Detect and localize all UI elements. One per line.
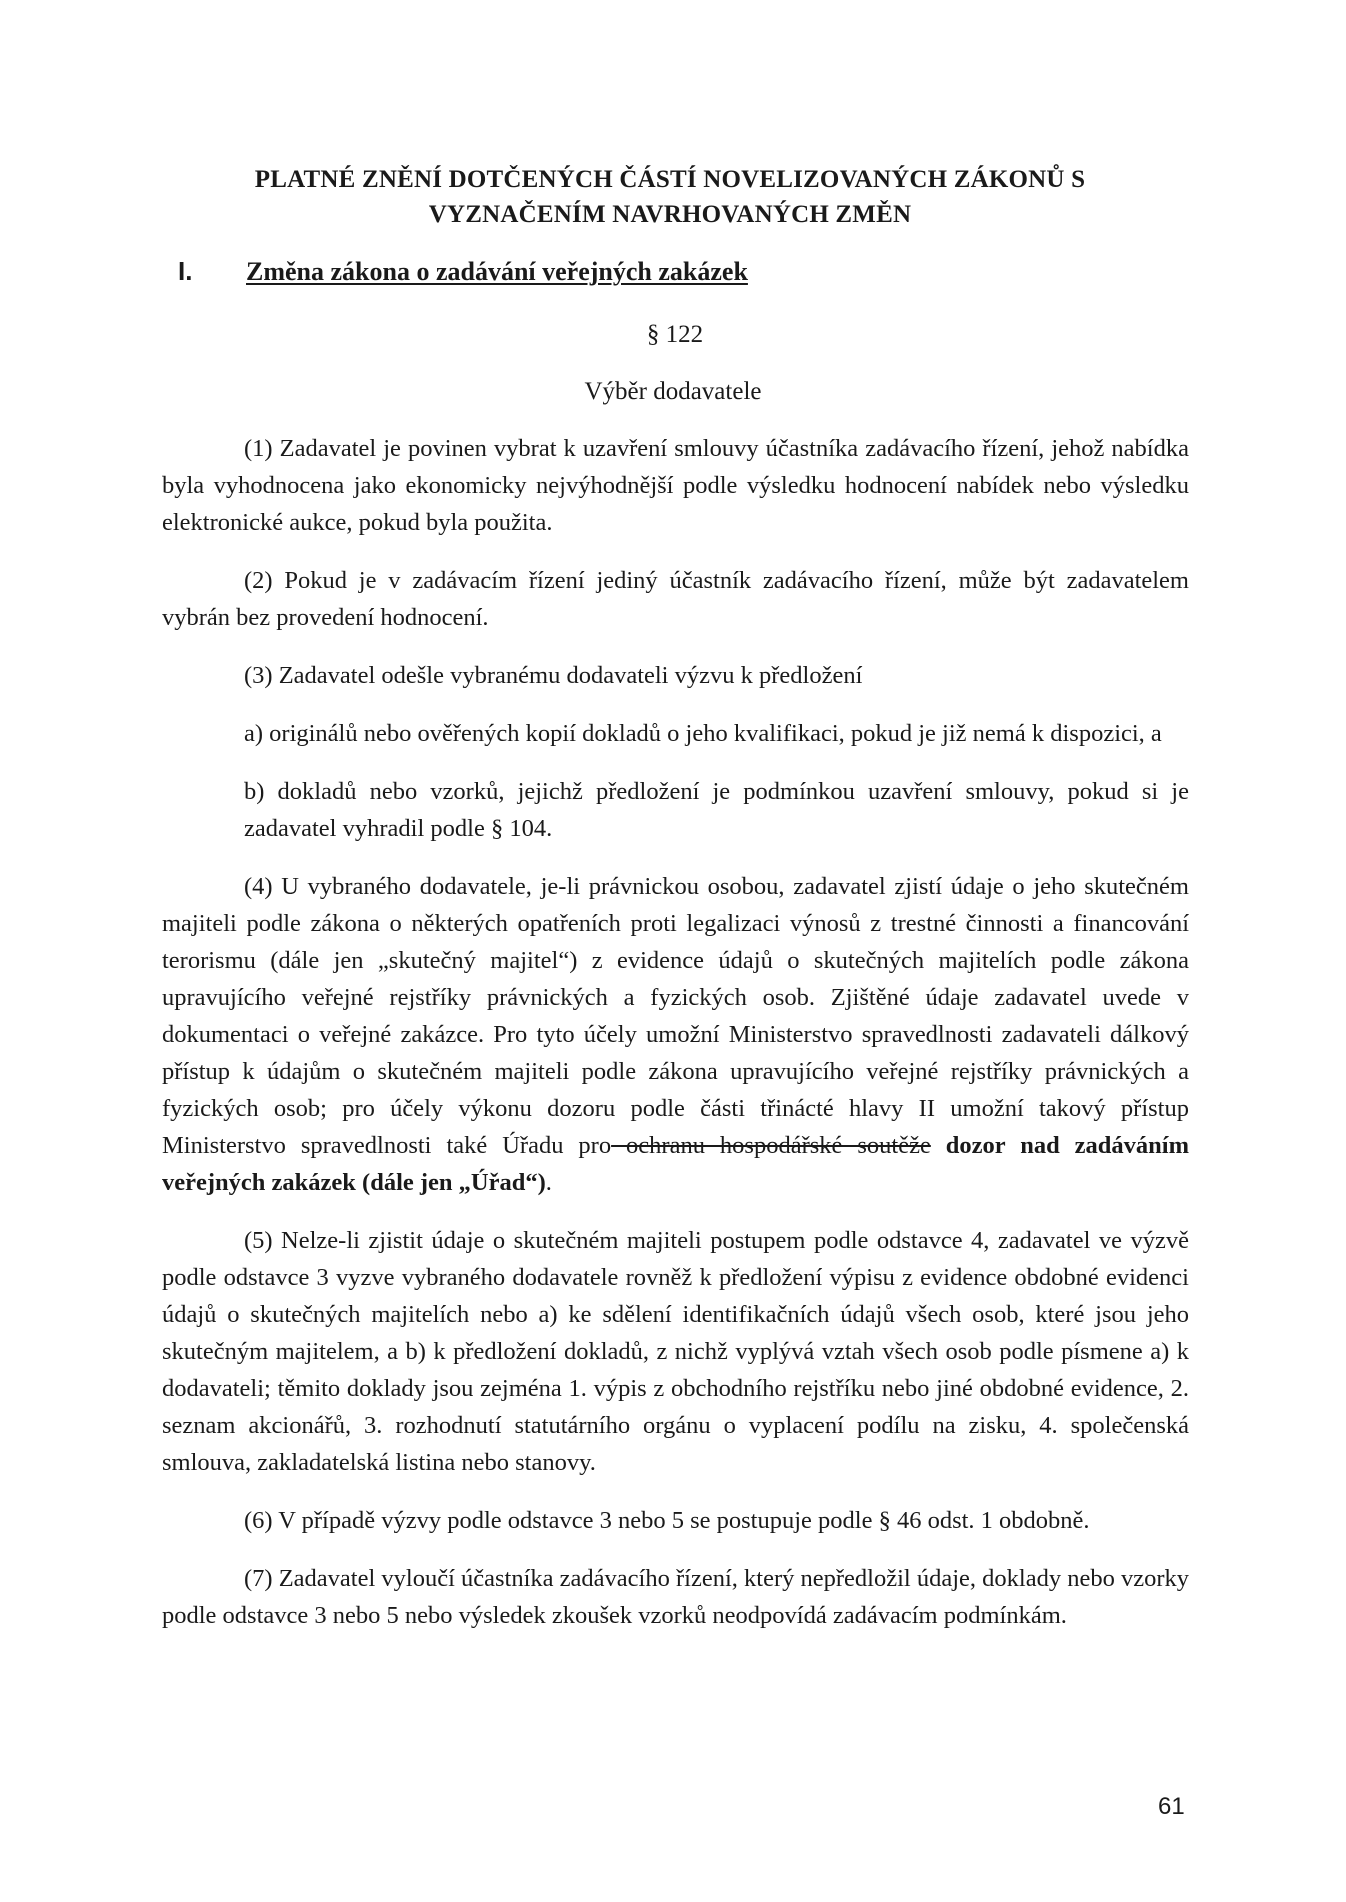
subsection-3: (3) Zadavatel odešle vybranému dodavateli výzvu k předložení	[244, 662, 863, 689]
subsection-4-text: (4) U vybraného dodavatele, je-li právnickou osobou, zadavatel zjistí údaje o jeho skutečném majiteli podle zákona o některých opatřeních proti legalizaci výnosů z trestné činnosti a financování terorismu (dále jen „skutečný majitel“) z evidence údajů o skutečných majitelích podle zákona upravujícího veřejné rejstříky právnických a fyzických osob. Zjištěné údaje zadavatel uvede v dokumentaci o veřejné zakázce. Pro tyto účely umožní Ministerstvo spravedlnosti zadavateli dálkový přístup k údajům o skutečném majiteli podle zákona upravujícího veřejné rejstříky právnických a fyzických osob; pro účely výkonu dozoru podle části třinácté hlavy II umožní takový přístup Ministerstvo spravedlnosti také Úřadu pro	[162, 873, 1189, 1159]
document-title-line-1: PLATNÉ ZNĚNÍ DOTČENÝCH ČÁSTÍ NOVELIZOVANÝCH ZÁKONŮ S	[254, 166, 1086, 193]
page-number: 61	[1158, 1793, 1185, 1820]
subsection-3-item-a: a) originálů nebo ověřených kopií dokladů o jeho kvalifikaci, pokud je již nemá k dispozici, a	[244, 720, 1162, 747]
section-number: I.	[178, 256, 193, 286]
subsection-4	[162, 868, 1189, 1201]
paragraph-sign: § 122	[646, 321, 704, 348]
subsection-6: (6) V případě výzvy podle odstavce 3 nebo 5 se postupuje podle § 46 odst. 1 obdobně.	[244, 1507, 1090, 1534]
inserted-text: dozor nad zadáváním veřejných zakázek (dále jen „Úřad“)	[162, 1132, 1189, 1196]
document-title	[160, 162, 1180, 232]
subsection-3-item-b: b) dokladů nebo vzorků, jejichž předložení je podmínkou uzavření smlouvy, pokud si je zadavatel vyhradil podle § 104.	[244, 778, 1189, 842]
subsection-4-end: .	[545, 1169, 552, 1196]
document-title-line-2: VYZNAČENÍM NAVRHOVANÝCH ZMĚN	[428, 201, 912, 228]
section-heading	[178, 254, 748, 289]
subsection-2: (2) Pokud je v zadávacím řízení jediný účastník zadávacího řízení, může být zadavatelem vybrán bez provedení hodnocení.	[162, 567, 1189, 631]
section-title: Změna zákona o zadávání veřejných zakázek	[246, 257, 748, 286]
subsection-1: (1) Zadavatel je povinen vybrat k uzavření smlouvy účastníka zadávacího řízení, jehož nabídka byla vyhodnocena jako ekonomicky nejvýhodnější podle výsledku hodnocení nabídek nebo výsledku elektronické aukce, pokud byla použita.	[162, 435, 1189, 536]
document-body	[162, 430, 1189, 1655]
deleted-text: ochranu hospodářské soutěže	[611, 1132, 931, 1159]
paragraph-title: Výběr dodavatele	[584, 378, 762, 405]
subsection-7: (7) Zadavatel vyloučí účastníka zadávacího řízení, který nepředložil údaje, doklady nebo vzorky podle odstavce 3 nebo 5 nebo výsledek zkoušek vzorků neodpovídá zadávacím podmínkám.	[162, 1565, 1189, 1629]
subsection-5: (5) Nelze-li zjistit údaje o skutečném majiteli postupem podle odstavce 4, zadavatel ve výzvě podle odstavce 3 vyzve vybraného dodavatele rovněž k předložení výpisu z evidence obdobné evidenci údajů o skutečných majitelích nebo a) ke sdělení identifikačních údajů všech osob, které jsou jeho skutečným majitelem, a b) k předložení dokladů, z nichž vyplývá vztah všech osob podle písmene a) k dodavateli; těmito doklady jsou zejména 1. výpis z obchodního rejstříku nebo jiné obdobné evidence, 2. seznam akcionářů, 3. rozhodnutí statutárního orgánu o vyplacení podílu na zisku, 4. společenská smlouva, zakladatelská listina nebo stanovy.	[162, 1227, 1189, 1476]
